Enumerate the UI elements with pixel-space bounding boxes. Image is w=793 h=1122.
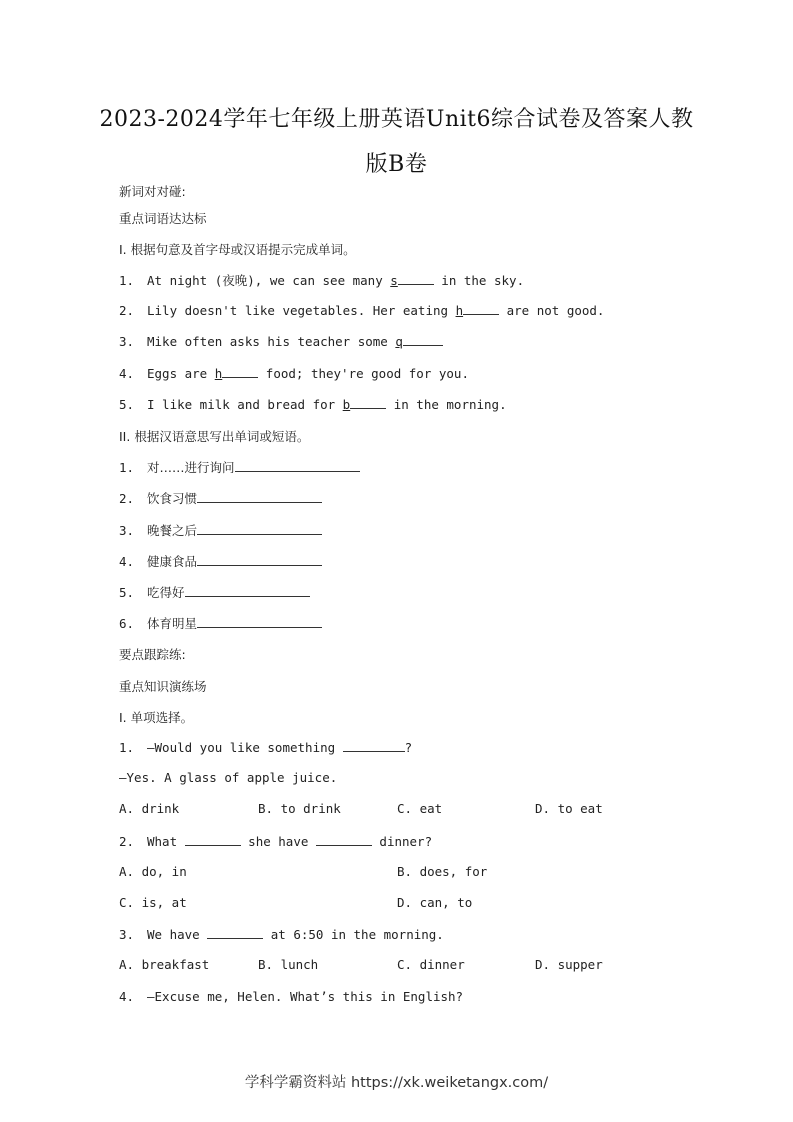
phrase-1: 1. 对……进行询问 — [119, 458, 360, 476]
question-1: 1. At night (夜晚), we can see many s in the sky. — [119, 273, 525, 288]
page-title-line1: 2023-2024学年七年级上册英语Unit6综合试卷及答案人教 — [99, 107, 694, 132]
section-3-instruction: I. 单项选择。 — [119, 710, 194, 725]
mc1-option-d: D. to eat — [535, 801, 603, 816]
footer-watermark: 学科学霸资料站 https://xk.weiketangx.com/ — [244, 1075, 549, 1091]
heading-drill: 重点知识演练场 — [119, 679, 207, 694]
question-2: 2. Lily doesn't like vegetables. Her eating h are not good. — [119, 303, 605, 318]
mc3-option-a: A. breakfast — [119, 957, 210, 972]
question-5: 5. I like milk and bread for b in the morning. — [119, 397, 507, 412]
phrase-2: 2. 饮食习惯 — [119, 489, 322, 507]
mc3-option-c: C. dinner — [397, 957, 465, 972]
mc3-option-d: D. supper — [535, 957, 603, 972]
phrase-6: 6. 体育明星 — [119, 614, 322, 632]
mc2-option-a: A. do, in — [119, 864, 187, 879]
mc2-option-d: D. can, to — [397, 895, 473, 910]
heading-follow: 要点跟踪练: — [119, 647, 186, 662]
section-1-instruction: I. 根据句意及首字母或汉语提示完成单词。 — [119, 242, 356, 257]
mc3-option-b: B. lunch — [258, 957, 319, 972]
page-title-line2: 版B卷 — [365, 152, 428, 177]
heading-new-words: 新词对对碰: — [119, 184, 186, 199]
heading-key-words: 重点词语达达标 — [119, 211, 207, 226]
phrase-5: 5. 吃得好 — [119, 583, 310, 601]
mc2-option-b: B. does, for — [397, 864, 488, 879]
mc1-option-a: A. drink — [119, 801, 180, 816]
mc2-option-c: C. is, at — [119, 895, 187, 910]
mc-question-2: 2. What she have dinner? — [119, 834, 433, 849]
mc1-option-b: B. to drink — [258, 801, 341, 816]
phrase-4: 4. 健康食品 — [119, 552, 322, 570]
question-3: 3. Mike often asks his teacher some q — [119, 333, 443, 349]
question-4: 4. Eggs are h food; they're good for you. — [119, 366, 469, 381]
mc-question-3: 3. We have at 6:50 in the morning. — [119, 927, 444, 942]
mc1-option-c: C. eat — [397, 801, 443, 816]
phrase-3: 3. 晚餐之后 — [119, 521, 322, 539]
section-2-instruction: II. 根据汉语意思写出单词或短语。 — [119, 429, 310, 444]
mc-question-1: 1. —Would you like something ? — [119, 740, 413, 755]
mc-question-1-reply: —Yes. A glass of apple juice. — [119, 770, 338, 785]
mc-question-4: 4. —Excuse me, Helen. What’s this in English? — [119, 989, 464, 1004]
